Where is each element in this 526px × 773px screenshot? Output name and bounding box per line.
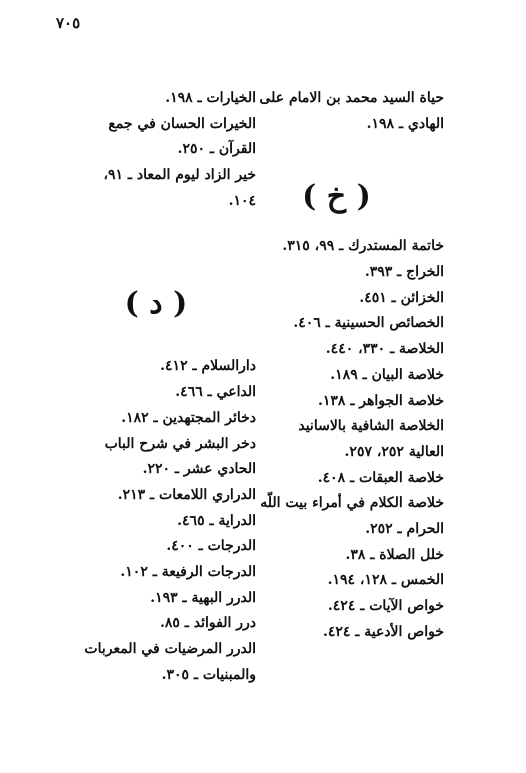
index-entry: القرآن ـ ٢٥٠. [177,141,256,158]
index-entry: دارالسلام ـ ٤١٢. [160,358,256,375]
index-entry: دخر البشر في شرح الباب [104,435,256,452]
index-entry: الخزائن ـ ٤٥١. [359,289,444,306]
index-column-right [229,86,444,645]
index-entry: خلاصة البيان ـ ١٨٩. [330,366,444,383]
index-entry: الداعي ـ ٤٦٦. [175,384,256,401]
index-entry: خلاصة الجواهر ـ ١٣٨. [318,392,444,409]
index-entry: العالية ٢٥٢، ٢٥٧. [344,443,444,460]
index-column-left [56,86,256,688]
section-heading-kha: ( خ ) [302,179,371,215]
index-entry: ١٠٤. [228,192,256,209]
index-entry: والمبنيات ـ ٣٠٥. [161,666,256,683]
index-entry: الدرر البهية ـ ١٩٣. [150,589,256,606]
index-entry: الدراري اللامعات ـ ٢١٣. [117,486,256,503]
index-entry: الهادي ـ ١٩٨. [366,115,444,132]
index-entry: الخيرات الحسان في جمع [108,115,256,132]
section-spacer [229,137,444,159]
index-entry: الخلاصة ـ ٣٣٠، ٤٤٠. [325,341,444,358]
index-entry: الدرجات الرفيعة ـ ١٠٢. [120,563,256,580]
index-entry: خواص الأدعية ـ ٤٢٤. [322,623,444,640]
index-entry: الخلاصة الشافية بالاسانيد [298,418,444,435]
index-entry: خواص الآيات ـ ٤٢٤. [327,598,444,614]
index-entry: الدرجات ـ ٤٠٠. [166,538,256,555]
index-entry: خاتمة المستدرك ـ ٩٩، ٣١٥. [282,238,444,255]
index-entry: الخراج ـ ٣٩٣. [364,264,444,281]
index-entry: خير الزاد ليوم المعاد ـ ٩١، [103,167,256,184]
index-entry: حياة السيد محمد بن الامام على [259,90,444,106]
index-entry: الخيارات ـ ١٩٨. [165,90,256,106]
index-entry: خلل الصلاة ـ ٣٨. [345,546,444,563]
section-heading-dal: ( د ) [124,286,188,322]
index-entry: دخائر المجتهدين ـ ١٨٢. [121,409,256,426]
index-entry: خلاصة الكلام في أمراء بيت اللّه [260,495,444,512]
index-entry: الحرام ـ ٢٥٢. [365,520,444,537]
index-entry: درر الفوائد ـ ٨٥. [159,615,256,632]
index-entry: الحادي عشر ـ ٢٢٠. [142,461,256,478]
index-entry: الخصائص الحسينية ـ ٤٠٦. [293,315,444,332]
index-entry: خلاصة العبقات ـ ٤٠٨. [317,469,444,486]
index-entry: الدراية ـ ٤٦٥. [177,512,256,529]
index-entry: الدرر المرضيات في المعربات [84,641,256,657]
index-entry: الخمس ـ ١٢٨، ١٩٤. [327,572,444,589]
page-number: ٧٠٥ [56,14,81,32]
